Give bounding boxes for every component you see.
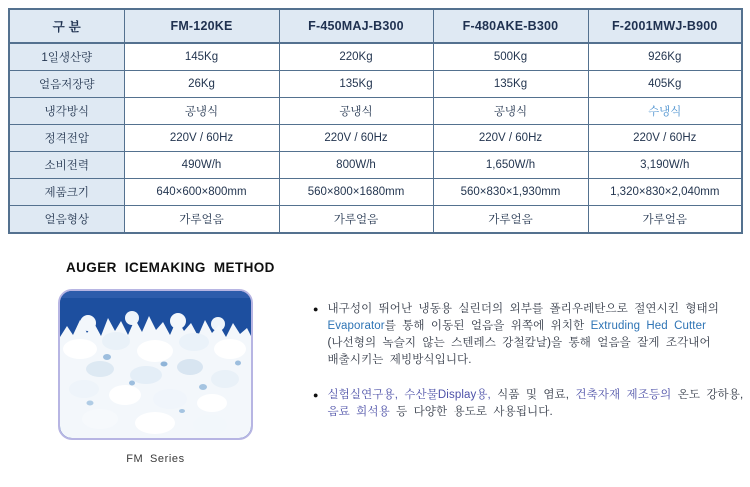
spec-cell: 490W/h: [124, 152, 279, 179]
spec-cell: 560×800×1680mm: [279, 179, 433, 206]
table-row: [9, 98, 742, 125]
spec-cell: 220Kg: [279, 43, 433, 71]
spec-cell: 220V / 60Hz: [279, 125, 433, 152]
spec-cell: 1,650W/h: [433, 152, 588, 179]
spec-table: [8, 8, 743, 234]
text-segment: Evaporator: [327, 320, 385, 332]
auger-section: [58, 289, 750, 465]
text-segment: 내구성이 뛰어난 냉동용 실린더의 외부를 폴리우레탄으로 절연시킨 형태의: [327, 303, 719, 315]
column-header-model: F-2001MWJ-B900: [588, 9, 742, 43]
text-segment: 배출시키는 제빙방식입니다.: [327, 354, 472, 366]
bullet-text: [327, 387, 743, 421]
table-row: [9, 152, 742, 179]
table-row: [9, 206, 742, 234]
bullet-text-line: [327, 404, 743, 421]
spec-cell: 수냉식: [588, 98, 742, 125]
text-segment: 실험실연구용, 수산물Display용,: [327, 389, 491, 401]
spec-cell: 공냉식: [279, 98, 433, 125]
spec-cell: 145Kg: [124, 43, 279, 71]
text-segment: Extruding Hed Cutter: [590, 320, 706, 332]
product-image-column: [58, 289, 253, 465]
bullet-text-line: [327, 335, 719, 352]
column-header-model: F-450MAJ-B300: [279, 9, 433, 43]
row-label: 얼음형상: [9, 206, 124, 234]
spec-cell: 405Kg: [588, 71, 742, 98]
column-header-category: 구 분: [9, 9, 124, 43]
bullet-list: [313, 301, 745, 439]
row-label: 얼음저장량: [9, 71, 124, 98]
text-segment: 등 다양한 용도로 사용됩니다.: [389, 406, 553, 418]
text-segment: 를 통해 이동된 얼음을 위쪽에 위치한: [384, 320, 591, 332]
row-label: 제품크기: [9, 179, 124, 206]
spec-cell: 가루얼음: [588, 206, 742, 234]
spec-cell: 135Kg: [433, 71, 588, 98]
spec-cell: 공냉식: [124, 98, 279, 125]
row-label: 정격전압: [9, 125, 124, 152]
table-row: [9, 43, 742, 71]
spec-cell: 135Kg: [279, 71, 433, 98]
bullet-text-line: [327, 387, 743, 404]
spec-cell: 800W/h: [279, 152, 433, 179]
spec-cell: 26Kg: [124, 71, 279, 98]
spec-cell: 640×600×800mm: [124, 179, 279, 206]
bullet-item: [313, 301, 745, 369]
spec-cell: 1,320×830×2,040mm: [588, 179, 742, 206]
bullet-icon: ●: [313, 304, 319, 314]
spec-cell: 3,190W/h: [588, 152, 742, 179]
row-label: 1일생산량: [9, 43, 124, 71]
spec-cell: 가루얼음: [124, 206, 279, 234]
table-row: [9, 179, 742, 206]
bullet-text: [327, 301, 719, 369]
image-caption: FM Series: [126, 453, 185, 465]
column-header-model: FM-120KE: [124, 9, 279, 43]
table-row: [9, 125, 742, 152]
spec-cell: 500Kg: [433, 43, 588, 71]
text-segment: 음료 희석용: [327, 406, 390, 418]
bullet-item: [313, 387, 745, 421]
crushed-ice-illustration: [60, 291, 251, 438]
bullet-text-line: [327, 352, 719, 369]
spec-cell: 220V / 60Hz: [588, 125, 742, 152]
column-header-model: F-480AKE-B300: [433, 9, 588, 43]
bullet-text-line: [327, 301, 719, 318]
bullet-text-line: [327, 318, 719, 335]
spec-table-header-row: [9, 9, 742, 43]
spec-cell: 가루얼음: [279, 206, 433, 234]
text-segment: 건축자재 제조등의: [575, 389, 672, 401]
spec-cell: 공냉식: [433, 98, 588, 125]
table-row: [9, 71, 742, 98]
spec-cell: 560×830×1,930mm: [433, 179, 588, 206]
spec-cell: 220V / 60Hz: [433, 125, 588, 152]
text-segment: 온도 강하용,: [671, 389, 744, 401]
spec-table-body: [9, 43, 742, 233]
section-heading: AUGER ICEMAKING METHOD: [66, 260, 275, 275]
bullet-icon: ●: [313, 390, 319, 400]
text-segment: 식품 및 염료,: [490, 389, 576, 401]
row-label: 냉각방식: [9, 98, 124, 125]
spec-cell: 220V / 60Hz: [124, 125, 279, 152]
text-segment: (나선형의 녹슬지 않는 스텐레스 강철칼날)을 통해 얼음을 잘게 조각내어: [327, 337, 711, 349]
spec-cell: 가루얼음: [433, 206, 588, 234]
spec-cell: 926Kg: [588, 43, 742, 71]
row-label: 소비전력: [9, 152, 124, 179]
crushed-ice-image: [58, 289, 253, 440]
